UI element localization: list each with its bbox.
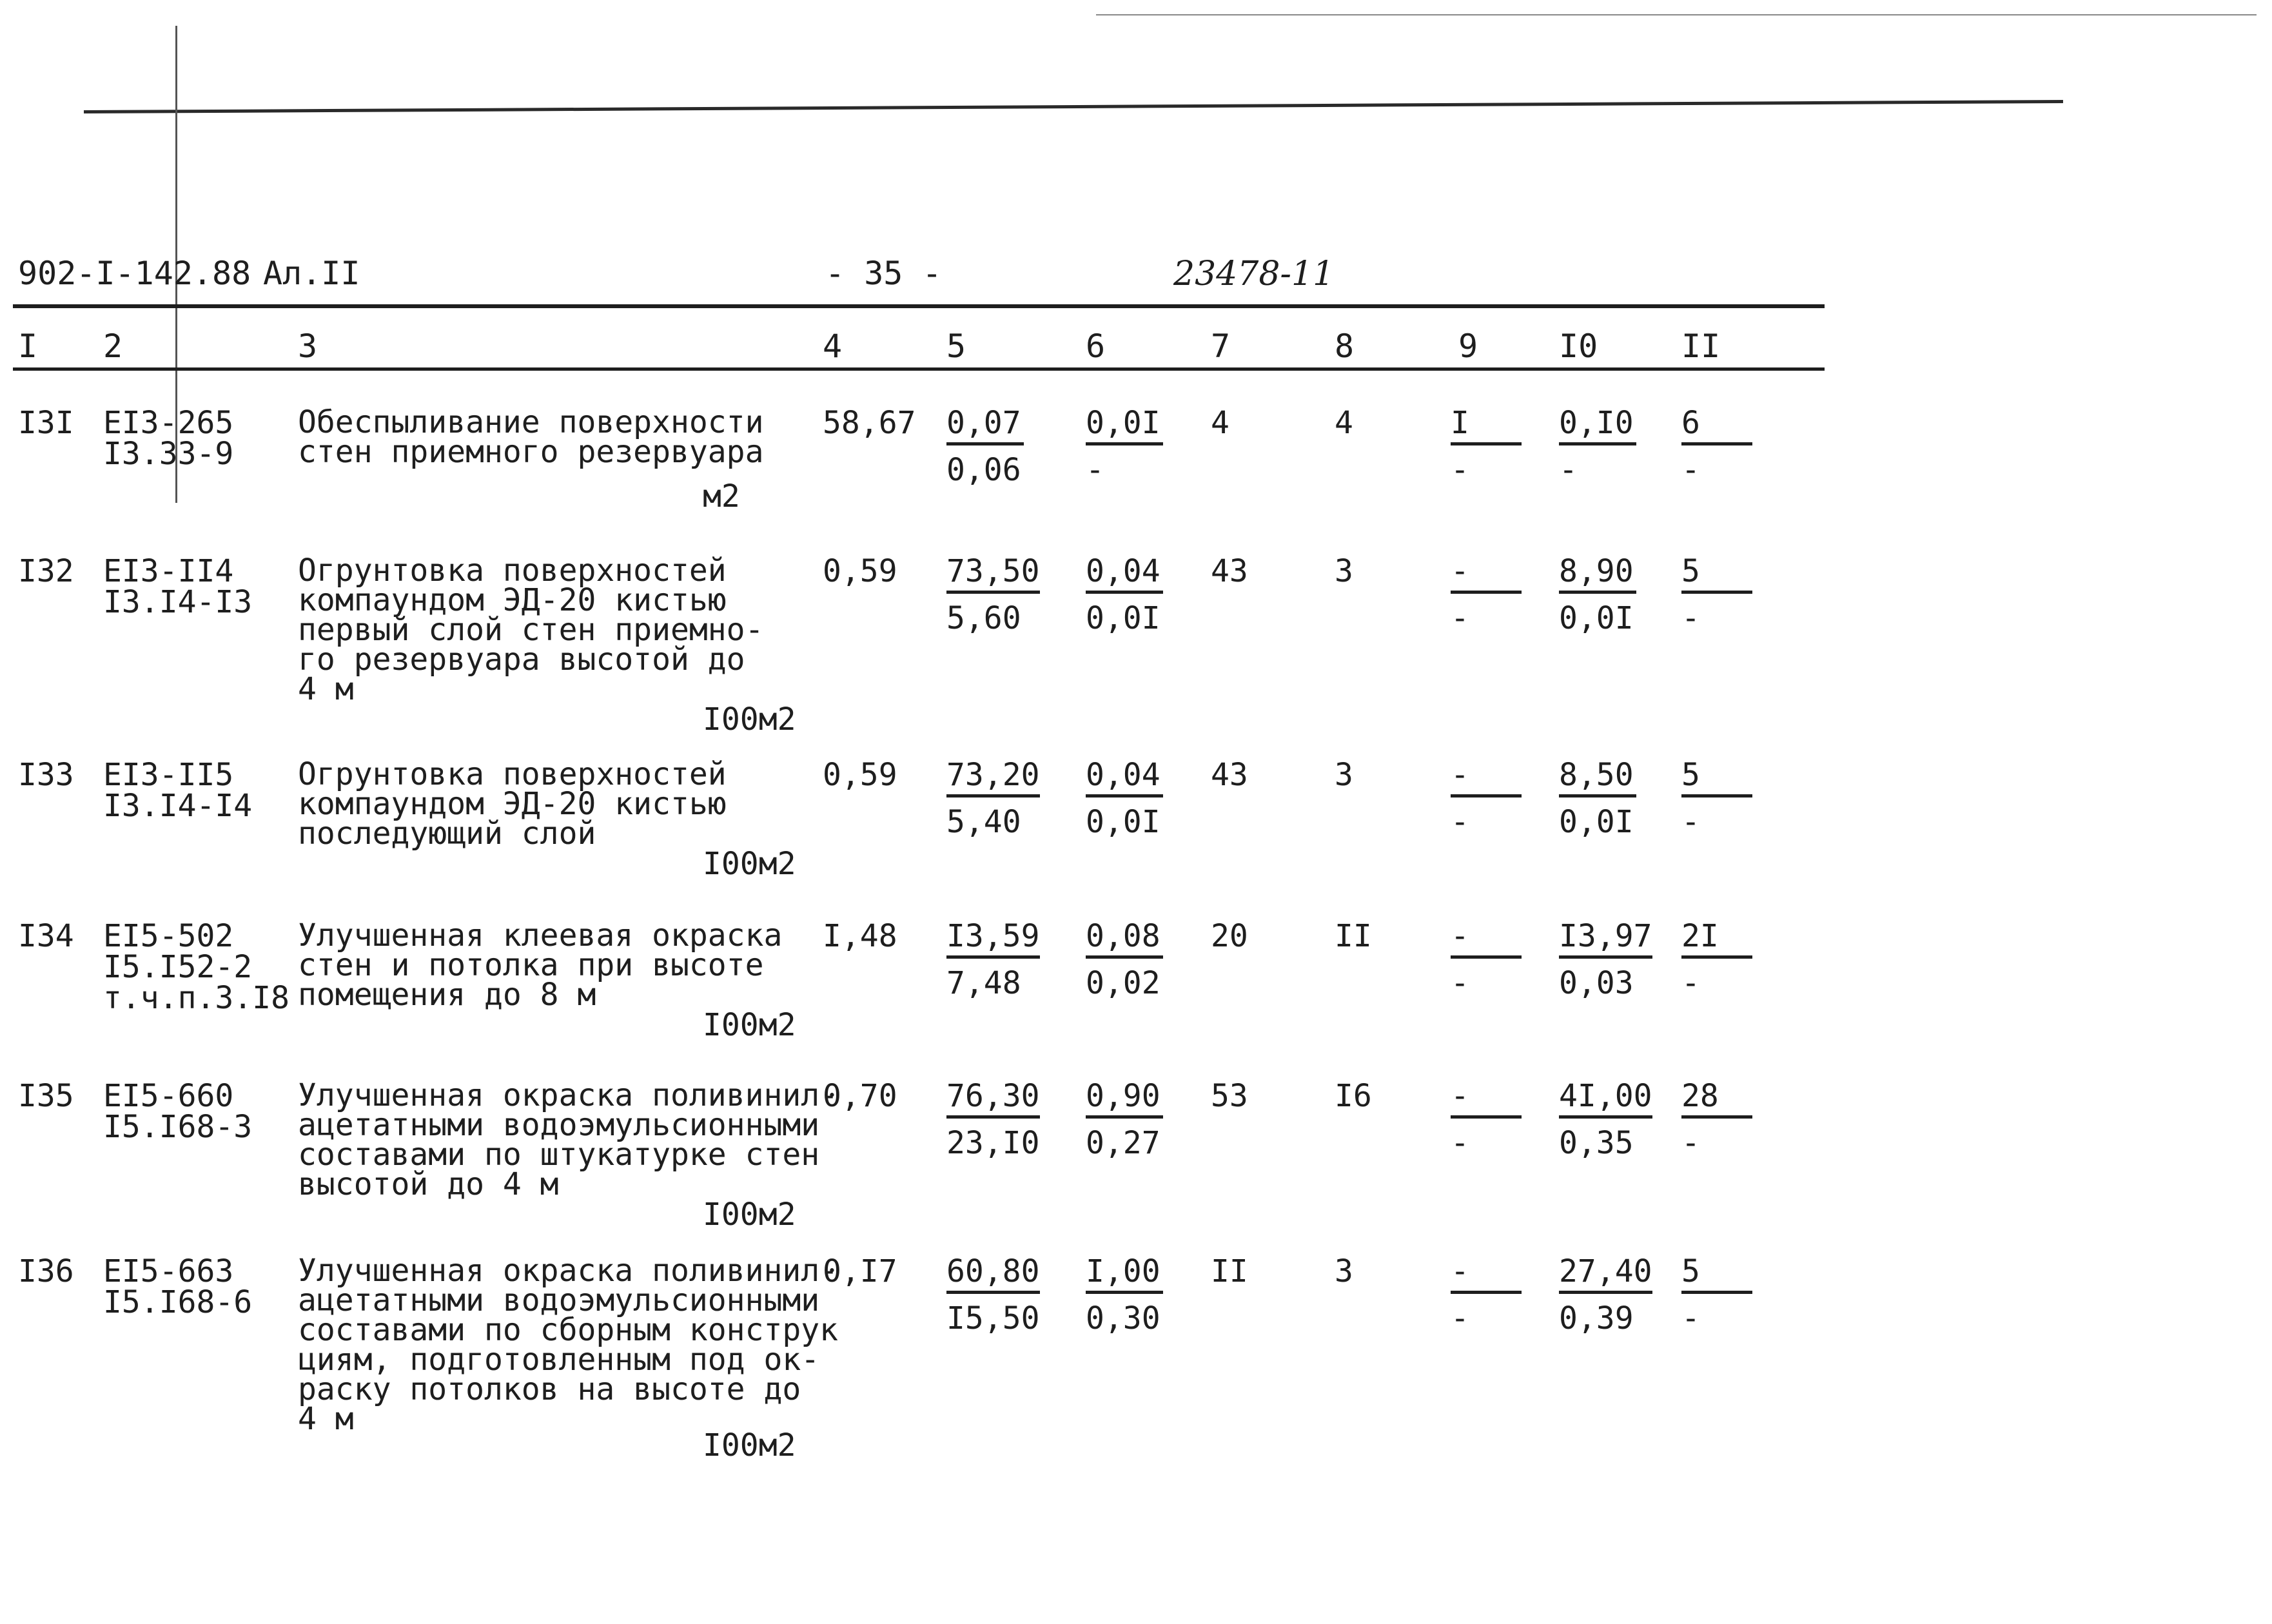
description-line: Улучшенная окраска поливинил- (298, 1077, 839, 1113)
norm-code: EI3-II5 (103, 757, 234, 793)
norm-code: т.ч.п.3.I8 (103, 980, 289, 1016)
fraction-top: 28 (1681, 1081, 1752, 1119)
fraction-top: 0,90 (1086, 1081, 1163, 1119)
fraction-bottom: - (1681, 452, 1700, 488)
fraction-col6 (1086, 553, 1163, 636)
row-number: I3I (18, 405, 74, 441)
doc-code: 902-I-142.88 (18, 255, 251, 292)
table-row (0, 756, 1870, 914)
table-row (0, 404, 1870, 562)
description-line: раску потолков на высоте до (298, 1371, 801, 1407)
fraction-top: 60,80 (946, 1256, 1040, 1294)
col-num-10: I0 (1559, 328, 1598, 365)
fraction-top: 5 (1681, 556, 1752, 594)
handwritten-number: 23478-11 (1173, 255, 1335, 293)
quantity: I,48 (823, 918, 897, 954)
col-num-1: I (18, 328, 38, 365)
fraction-bottom: 0,39 (1559, 1300, 1634, 1336)
norm-code: EI3-265 (103, 405, 234, 441)
value-col7: 43 (1211, 757, 1248, 793)
table-row (0, 553, 1870, 738)
fraction-col9 (1451, 405, 1522, 488)
fraction-col5 (946, 405, 1024, 488)
fraction-bottom: 7,48 (946, 965, 1021, 1001)
fraction-col9 (1451, 1078, 1522, 1161)
table-row (0, 1253, 1870, 1463)
value-col7: 4 (1211, 405, 1229, 441)
col-num-5: 5 (946, 328, 966, 365)
norm-codes (103, 757, 253, 824)
work-description (298, 1077, 839, 1202)
work-description (298, 917, 783, 1013)
norm-codes (103, 553, 253, 620)
value-col7: 43 (1211, 553, 1248, 589)
fraction-bottom: 0,30 (1086, 1300, 1160, 1336)
quantity: 0,I7 (823, 1253, 897, 1289)
fraction-top: - (1451, 921, 1522, 959)
norm-code: I3.33-9 (103, 436, 234, 472)
unit: м2 (703, 478, 740, 514)
scan-edge-line-top-thin (1096, 14, 2257, 15)
fraction-bottom: - (1451, 1300, 1469, 1336)
value-col7: 53 (1211, 1078, 1248, 1114)
description-line: 4 м (298, 671, 354, 707)
fraction-top: 5 (1681, 1256, 1752, 1294)
row-number: I36 (18, 1253, 74, 1289)
column-header-rule (13, 367, 1825, 371)
page-number: - 35 - (825, 255, 942, 292)
norm-code: EI3-II4 (103, 553, 234, 589)
fraction-col5 (946, 553, 1040, 636)
description-line: составами по штукатурке стен (298, 1137, 820, 1173)
norm-code: I3.I4-I4 (103, 788, 253, 824)
norm-code: I3.I4-I3 (103, 584, 253, 620)
fraction-col10 (1559, 405, 1636, 488)
fraction-col11 (1681, 1253, 1752, 1336)
fraction-top: 0,07 (946, 407, 1024, 445)
fraction-bottom: 0,06 (946, 452, 1021, 488)
description-line: Обеспыливание поверхности (298, 404, 764, 440)
fraction-top: - (1451, 556, 1522, 594)
table-row (0, 1077, 1870, 1235)
description-line: стен и потолка при высоте (298, 947, 764, 983)
fraction-top: 27,40 (1559, 1256, 1652, 1294)
fraction-top: 73,50 (946, 556, 1040, 594)
col-num-11: II (1681, 328, 1721, 365)
fraction-col6 (1086, 918, 1163, 1001)
description-line: го резервуара высотой до (298, 641, 745, 678)
work-description (298, 756, 727, 852)
value-col8: II (1335, 918, 1372, 954)
fraction-bottom: 0,27 (1086, 1125, 1160, 1161)
col-num-4: 4 (823, 328, 843, 365)
album-label: Ал.II (263, 255, 360, 292)
fraction-bottom: - (1681, 600, 1700, 636)
description-line: стен приемного резервуара (298, 434, 764, 470)
norm-code: EI5-660 (103, 1078, 234, 1114)
fraction-bottom: - (1451, 804, 1469, 840)
fraction-col11 (1681, 553, 1752, 636)
fraction-bottom: - (1451, 452, 1469, 488)
fraction-bottom: - (1681, 1300, 1700, 1336)
value-col8: 3 (1335, 1253, 1353, 1289)
value-col7: II (1211, 1253, 1248, 1289)
fraction-top: I (1451, 407, 1522, 445)
description-line: помещения до 8 м (298, 977, 596, 1013)
norm-codes (103, 918, 289, 1016)
row-number: I32 (18, 553, 74, 589)
description-line: высотой до 4 м (298, 1166, 559, 1202)
norm-code: I5.I52-2 (103, 949, 253, 985)
fraction-bottom: - (1559, 452, 1578, 488)
value-col8: 3 (1335, 757, 1353, 793)
description-line: циям, подготовленным под ок- (298, 1342, 820, 1378)
fraction-bottom: - (1681, 1125, 1700, 1161)
fraction-bottom: - (1451, 965, 1469, 1001)
description-line: Улучшенная клеевая окраска (298, 917, 783, 954)
fraction-bottom: 0,0I (1559, 804, 1634, 840)
fraction-col11 (1681, 757, 1752, 840)
fraction-bottom: - (1681, 965, 1700, 1001)
norm-code: EI5-502 (103, 918, 234, 954)
fraction-bottom: 23,I0 (946, 1125, 1040, 1161)
value-col8: 3 (1335, 553, 1353, 589)
value-col8: 4 (1335, 405, 1353, 441)
fraction-col10 (1559, 757, 1636, 840)
norm-codes (103, 1078, 253, 1145)
fraction-bottom: 0,03 (1559, 965, 1634, 1001)
fraction-col10 (1559, 1078, 1652, 1161)
row-number: I34 (18, 918, 74, 954)
work-description (298, 1253, 839, 1437)
fraction-top: 5 (1681, 759, 1752, 797)
fraction-bottom: 0,02 (1086, 965, 1160, 1001)
fraction-top: 76,30 (946, 1081, 1040, 1119)
fraction-bottom: - (1451, 1125, 1469, 1161)
norm-codes (103, 405, 234, 472)
norm-codes (103, 1253, 253, 1320)
fraction-col6 (1086, 405, 1163, 488)
header-rule (13, 304, 1825, 308)
norm-code: I5.I68-6 (103, 1284, 253, 1320)
fraction-col9 (1451, 553, 1522, 636)
fraction-bottom: 0,35 (1559, 1125, 1634, 1161)
fraction-col11 (1681, 918, 1752, 1001)
fraction-top: 0,04 (1086, 759, 1163, 797)
fraction-bottom: 5,60 (946, 600, 1021, 636)
fraction-top: 0,0I (1086, 407, 1163, 445)
fraction-top: - (1451, 759, 1522, 797)
unit: I00м2 (703, 1007, 796, 1043)
fraction-top: 8,90 (1559, 556, 1636, 594)
description-line: первый слой стен приемно- (298, 612, 764, 648)
fraction-top: I3,97 (1559, 921, 1652, 959)
description-line: компаундом ЭД-20 кистью (298, 786, 727, 822)
fraction-col9 (1451, 1253, 1522, 1336)
fraction-col5 (946, 757, 1040, 840)
unit: I00м2 (703, 1427, 796, 1463)
col-num-6: 6 (1086, 328, 1106, 365)
fraction-bottom: 5,40 (946, 804, 1021, 840)
fraction-top: - (1451, 1081, 1522, 1119)
value-col7: 20 (1211, 918, 1248, 954)
fraction-top: 0,04 (1086, 556, 1163, 594)
fraction-top: 0,I0 (1559, 407, 1636, 445)
fraction-col9 (1451, 918, 1522, 1001)
description-line: последующий слой (298, 816, 596, 852)
fraction-top: 2I (1681, 921, 1752, 959)
description-line: Огрунтовка поверхностей (298, 553, 727, 589)
fraction-bottom: 0,0I (1086, 600, 1160, 636)
fraction-top: I3,59 (946, 921, 1040, 959)
fraction-col9 (1451, 757, 1522, 840)
fraction-col5 (946, 1253, 1040, 1336)
work-description (298, 553, 764, 707)
unit: I00м2 (703, 1197, 796, 1233)
fraction-col6 (1086, 757, 1163, 840)
fraction-top: - (1451, 1256, 1522, 1294)
description-line: 4 м (298, 1401, 354, 1437)
fraction-col11 (1681, 405, 1752, 488)
scan-edge-line-top (84, 100, 2063, 113)
description-line: Огрунтовка поверхностей (298, 756, 727, 792)
fraction-bottom: 0,0I (1086, 804, 1160, 840)
fraction-top: 0,08 (1086, 921, 1163, 959)
fraction-col10 (1559, 918, 1652, 1001)
fraction-bottom: - (1086, 452, 1104, 488)
description-line: Улучшенная окраска поливинил- (298, 1253, 839, 1289)
fraction-top: I,00 (1086, 1256, 1163, 1294)
fraction-top: 6 (1681, 407, 1752, 445)
row-number: I35 (18, 1078, 74, 1114)
col-num-8: 8 (1335, 328, 1355, 365)
col-num-7: 7 (1211, 328, 1231, 365)
fraction-col10 (1559, 1253, 1652, 1336)
col-num-3: 3 (298, 328, 318, 365)
fraction-bottom: 0,0I (1559, 600, 1634, 636)
description-line: ацетатными водоэмульсионными (298, 1282, 820, 1318)
fraction-bottom: I5,50 (946, 1300, 1040, 1336)
fraction-bottom: - (1681, 804, 1700, 840)
unit: I00м2 (703, 701, 796, 738)
work-description (298, 404, 764, 470)
fraction-col6 (1086, 1078, 1163, 1161)
fraction-col5 (946, 1078, 1040, 1161)
fraction-col10 (1559, 553, 1636, 636)
table-row (0, 917, 1870, 1075)
description-line: составами по сборным конструк (298, 1312, 839, 1348)
norm-code: I5.I68-3 (103, 1109, 253, 1145)
fraction-col5 (946, 918, 1040, 1001)
fraction-col6 (1086, 1253, 1163, 1336)
fraction-top: 4I,00 (1559, 1081, 1652, 1119)
norm-code: EI5-663 (103, 1253, 234, 1289)
description-line: компаундом ЭД-20 кистью (298, 582, 727, 618)
fraction-top: 8,50 (1559, 759, 1636, 797)
value-col8: I6 (1335, 1078, 1372, 1114)
fraction-col11 (1681, 1078, 1752, 1161)
fraction-bottom: - (1451, 600, 1469, 636)
quantity: 0,70 (823, 1078, 897, 1114)
quantity: 0,59 (823, 553, 897, 589)
row-number: I33 (18, 757, 74, 793)
fraction-top: 73,20 (946, 759, 1040, 797)
quantity: 0,59 (823, 757, 897, 793)
col-num-2: 2 (103, 328, 123, 365)
col-num-9: 9 (1458, 328, 1478, 365)
unit: I00м2 (703, 846, 796, 882)
quantity: 58,67 (823, 405, 916, 441)
description-line: ацетатными водоэмульсионными (298, 1107, 820, 1143)
